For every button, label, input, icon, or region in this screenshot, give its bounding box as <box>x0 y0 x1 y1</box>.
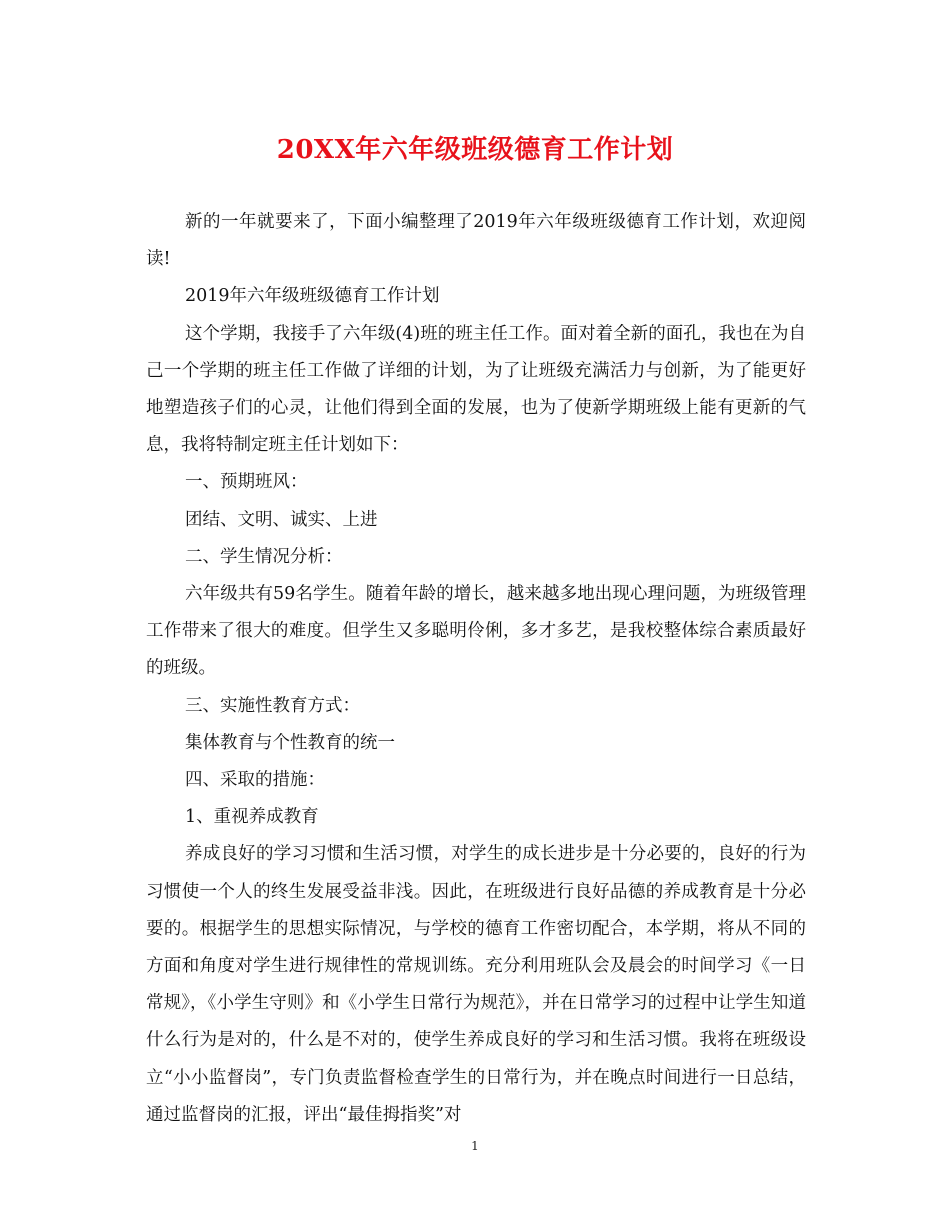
section-heading-student-analysis: 二、学生情况分析： <box>185 546 343 567</box>
opening-paragraph: 这个学期，我接手了六年级(4)班的班主任工作。面对着全新的面孔，我也在为自己一个学期的班主任工作做了详细的计划，为了让班级充满活力与创新，为了能更好地塑造孩子们的心灵，让他们得到全面的发展，也为了使新学期班级上能有更新的气息，我将特制定班主任计划如下： <box>146 323 806 456</box>
section-heading-measures: 四、采取的措施： <box>185 770 325 791</box>
class-style-text: 团结、文明、诚实、上进 <box>185 509 378 530</box>
habit-education-paragraph: 养成良好的学习习惯和生活习惯，对学生的成长进步是十分必要的，良好的行为习惯使一个人的终生发展受益非浅。因此，在班级进行良好品德的养成教育是十分必要的。根据学生的思想实际情况，与学校的德育工作密切配合，本学期，将从不同的方面和角度对学生进行规律性的常规训练。充分利用班队会及晨会的时间学习《一日常规》，《小学生守则》和《小学生日常行为规范》，并在日常学习的过程中让学生知道什么行为是对的，什么是不对的，使学生养成良好的学习和生活习惯。我将在班级设立“小小监督岗”，专门负责监督检查学生的日常行为，并在晚点时间进行一日总结，通过监督岗的汇报，评出“最佳拇指奖”对 <box>146 844 806 1125</box>
student-analysis-paragraph: 六年级共有59名学生。随着年龄的增长，越来越多地出现心理问题，为班级管理工作带来了很大的难度。但学生又多聪明伶俐，多才多艺，是我校整体综合素质最好的班级。 <box>146 584 806 679</box>
page-number: 1 <box>471 1139 479 1153</box>
section-heading-class-style: 一、预期班风： <box>185 472 308 493</box>
section-heading-education-method: 三、实施性教育方式： <box>185 695 360 716</box>
measure-heading-habit-education: 1、重视养成教育 <box>185 807 319 828</box>
intro-paragraph: 新的一年就要来了，下面小编整理了2019年六年级班级德育工作计划，欢迎阅读! <box>146 212 806 270</box>
education-method-text: 集体教育与个性教育的统一 <box>185 732 395 753</box>
document-title: 20XX年六年级班级德育工作计划 <box>276 135 674 165</box>
document-body <box>146 204 806 1134</box>
plan-subtitle: 2019年六年级班级德育工作计划 <box>185 286 440 307</box>
